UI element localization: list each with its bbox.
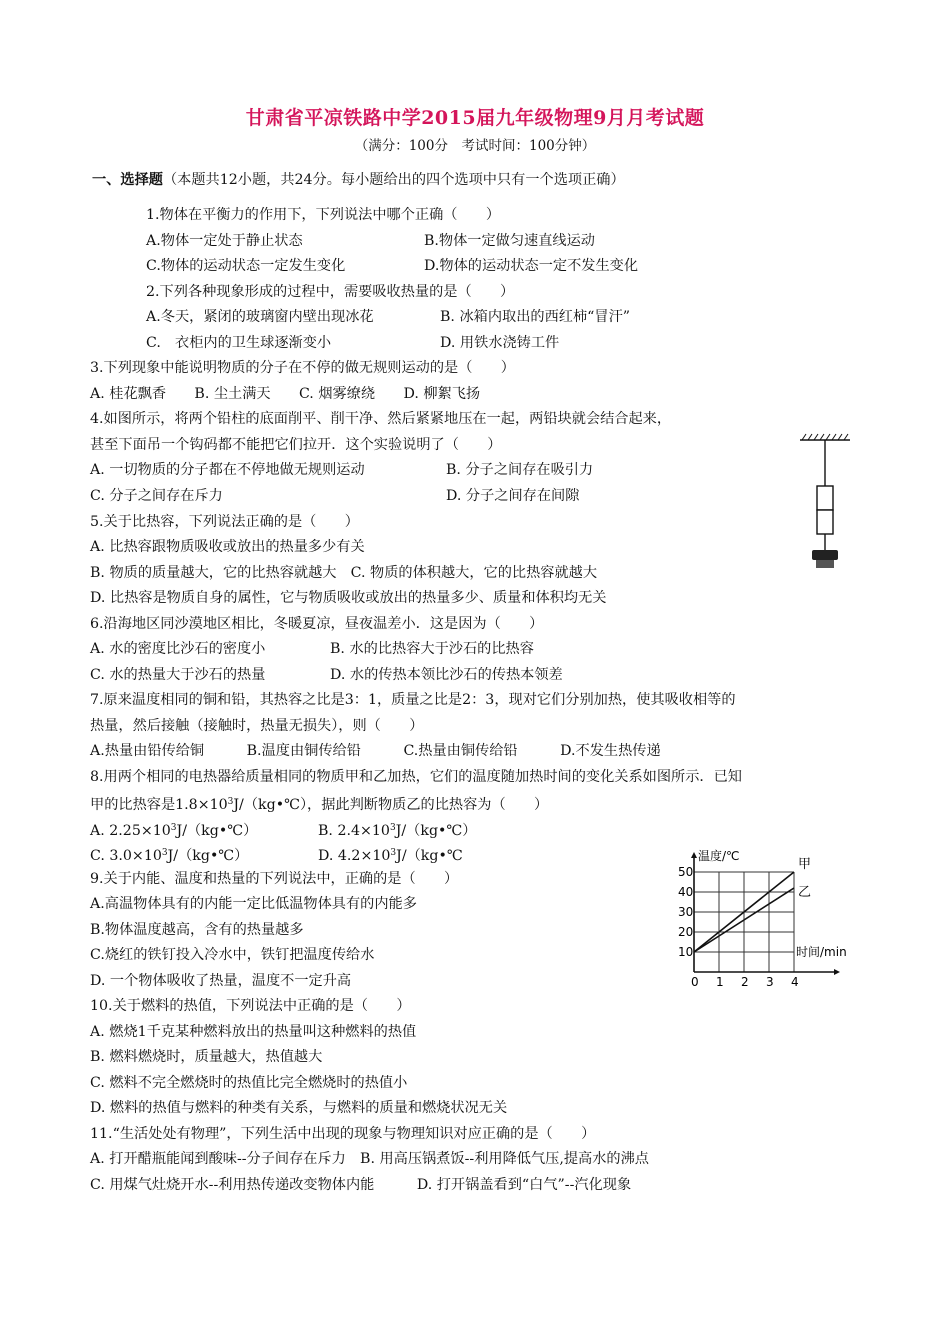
section-note: （本题共12小题，共24分。每小题给出的四个选项中只有一个选项正确） <box>162 172 625 188</box>
q4-option-d: D. 分子之间存在间隙 <box>446 488 580 504</box>
q2-stem: 2.下列各种现象形成的过程中，需要吸收热量的是（ ） <box>146 284 515 300</box>
q4-option-a: A. 一切物质的分子都在不停地做无规则运动 <box>90 462 365 478</box>
chart-grid <box>694 872 794 972</box>
section-title: 一、选择题 <box>92 172 163 188</box>
q8-option-b <box>318 818 476 841</box>
q6-option-c: C. 水的热量大于沙石的热量 <box>90 667 266 683</box>
q8-d-unit: J/（kg•℃ <box>396 848 463 864</box>
q9-option-c: C.烧红的铁钉投入冷水中，铁钉把温度传给水 <box>90 947 375 963</box>
q9-option-d: D. 一个物体吸收了热量，温度不一定升高 <box>90 973 352 989</box>
ceiling-hatch <box>802 434 848 440</box>
q10-option-b: B. 燃料燃烧时，质量越大，热值越大 <box>90 1049 323 1065</box>
q6-option-a: A. 水的密度比沙石的密度小 <box>90 641 266 657</box>
q1-option-c: C.物体的运动状态一定发生变化 <box>146 258 346 274</box>
q9-option-a: A.高温物体具有的内能一定比低温物体具有的内能多 <box>90 896 417 912</box>
q8-a-unit: J/（kg•℃） <box>176 823 258 839</box>
y-tick-label: 10 <box>678 945 694 959</box>
q5-option-d: D. 比热容是物质自身的属性，它与物质吸收或放出的热量多少、质量和体积均无关 <box>90 590 607 606</box>
q8-c-value: C. 3.0×10 <box>90 848 162 864</box>
q5-option-bc: B. 物质的质量越大，它的比热容就越大 C. 物质的体积越大，它的比热容就越大 <box>90 565 598 581</box>
x-tick-label: 1 <box>716 975 724 989</box>
q8-option-d <box>318 843 463 866</box>
q4-stem-line1: 4.如图所示，将两个铅柱的底面削平、削干净、然后紧紧地压在一起，两铅块就会结合起来， <box>90 411 672 427</box>
temperature-time-chart <box>670 830 870 990</box>
q5-option-a: A. 比热容跟物质吸收或放出的热量多少有关 <box>90 539 365 555</box>
upper-lead-cylinder <box>817 486 833 510</box>
series-label-2: 乙 <box>798 885 812 900</box>
y-axis-label: 温度/℃ <box>698 849 740 863</box>
q6-option-d: D. 水的传热本领比沙石的传热本领差 <box>330 667 563 683</box>
q1-option-b: B.物体一定做匀速直线运动 <box>424 233 595 249</box>
q8-b-unit: J/（kg•℃） <box>395 823 477 839</box>
q8-c-exponent: 3 <box>161 848 168 858</box>
hook-weight <box>812 550 838 560</box>
x-axis-arrow <box>834 969 840 975</box>
q9-option-b: B.物体温度越高，含有的热量越多 <box>90 922 304 938</box>
q11-stem: 11.“生活处处有物理”，下列生活中出现的现象与物理知识对应正确的是（ ） <box>90 1126 596 1142</box>
x-axis-label: 时间/min <box>796 945 847 959</box>
q8-stem-line2 <box>90 792 548 815</box>
q4-stem-line2: 甚至下面吊一个钩码都不能把它们拉开．这个实验说明了（ ） <box>90 437 502 453</box>
q4-option-b: B. 分子之间存在吸引力 <box>446 462 594 478</box>
q3-stem: 3.下列现象中能说明物质的分子在不停的做无规则运动的是（ ） <box>90 360 515 376</box>
q8-a-exponent: 3 <box>170 823 177 833</box>
q8-stem-text-2: J/（kg•℃），据此判断物质乙的比热容为（ ） <box>233 797 549 813</box>
q7-stem-line1: 7.原来温度相同的铜和铅，其热容之比是3：1，质量之比是2：3，现对它们分别加热，使其吸收相等的 <box>90 692 736 708</box>
q6-stem: 6.沿海地区同沙漠地区相比，冬暖夏凉，昼夜温差小．这是因为（ ） <box>90 616 544 632</box>
q2-option-d: D. 用铁水浇铸工件 <box>440 335 560 351</box>
q10-stem: 10.关于燃料的热值，下列说法中正确的是（ ） <box>90 998 411 1014</box>
x-tick-labels <box>691 975 799 989</box>
q2-option-c: C. 衣柜内的卫生球逐渐变小 <box>146 335 332 351</box>
series-label-1: 甲 <box>798 857 812 872</box>
q4-option-c: C. 分子之间存在斥力 <box>90 488 223 504</box>
q10-option-c: C. 燃料不完全燃烧时的热值比完全燃烧时的热值小 <box>90 1075 408 1091</box>
section-heading <box>92 170 625 190</box>
y-tick-label: 50 <box>678 865 694 879</box>
q2-option-a: A.冬天，紧闭的玻璃窗内壁出现冰花 <box>146 309 374 325</box>
lower-lead-cylinder <box>817 510 833 534</box>
q8-option-c <box>90 843 248 866</box>
q7-stem-line2: 热量，然后接触（接触时，热量无损失），则（ ） <box>90 718 424 734</box>
exam-info: （满分：100分 考试时间：100分钟） <box>354 138 596 154</box>
q8-a-value: A. 2.25×10 <box>90 823 171 839</box>
q7-options: A.热量由铅传给铜 B.温度由铜传给铅 C.热量由铜传给铅 D.不发生热传递 <box>90 743 661 759</box>
x-tick-label: 3 <box>766 975 774 989</box>
y-tick-label: 20 <box>678 925 694 939</box>
q11-options-cd: C. 用煤气灶烧开水--利用热传递改变物体内能 D. 打开锅盖看到“白气”--汽化现象 <box>90 1177 632 1193</box>
q8-d-exponent: 3 <box>390 848 397 858</box>
x-tick-label: 2 <box>741 975 749 989</box>
q8-c-unit: J/（kg•℃） <box>167 848 249 864</box>
q8-option-a <box>90 818 257 841</box>
hook-weight-base <box>816 560 834 568</box>
lead-cylinder-figure <box>796 432 856 574</box>
q1-option-d: D.物体的运动状态一定不发生变化 <box>424 258 639 274</box>
q8-exponent: 3 <box>227 797 234 807</box>
q9-stem: 9.关于内能、温度和热量的下列说法中，正确的是（ ） <box>90 871 459 887</box>
chart-series <box>694 857 811 952</box>
q10-option-d: D. 燃料的热值与燃料的种类有关系，与燃料的质量和燃烧状况无关 <box>90 1100 508 1116</box>
y-tick-labels <box>678 865 693 959</box>
q8-stem-line1: 8.用两个相同的电热器给质量相同的物质甲和乙加热，它们的温度随加热时间的变化关系如图所示．已知 <box>90 769 742 785</box>
q3-options: A. 桂花飘香 B. 尘土满天 C. 烟雾缭绕 D. 柳絮飞扬 <box>90 386 481 402</box>
q8-b-value: B. 2.4×10 <box>318 823 390 839</box>
y-axis-arrow <box>691 852 697 858</box>
page-title: 甘肃省平凉铁路中学2015届九年级物理9月月考试题 <box>245 107 705 129</box>
x-tick-label: 4 <box>791 975 799 989</box>
q1-option-a: A.物体一定处于静止状态 <box>146 233 303 249</box>
q1-stem: 1.物体在平衡力的作用下，下列说法中哪个正确（ ） <box>146 207 501 223</box>
q2-option-b: B. 冰箱内取出的西红柿“冒汗” <box>440 309 631 325</box>
q8-stem-text: 甲的比热容是1.8×10 <box>90 797 228 813</box>
q5-stem: 5.关于比热容，下列说法正确的是（ ） <box>90 514 359 530</box>
q11-options-ab: A. 打开醋瓶能闻到酸味--分子间存在斥力 B. 用高压锅煮饭--利用降低气压,提高水的沸点 <box>90 1151 649 1167</box>
y-tick-label: 40 <box>678 885 694 899</box>
q10-option-a: A. 燃烧1千克某种燃料放出的热量叫这种燃料的热值 <box>90 1024 417 1040</box>
y-tick-label: 30 <box>678 905 694 919</box>
q6-option-b: B. 水的比热容大于沙石的比热容 <box>330 641 534 657</box>
q8-d-value: D. 4.2×10 <box>318 848 391 864</box>
x-tick-label: 0 <box>691 975 699 989</box>
q8-b-exponent: 3 <box>389 823 396 833</box>
